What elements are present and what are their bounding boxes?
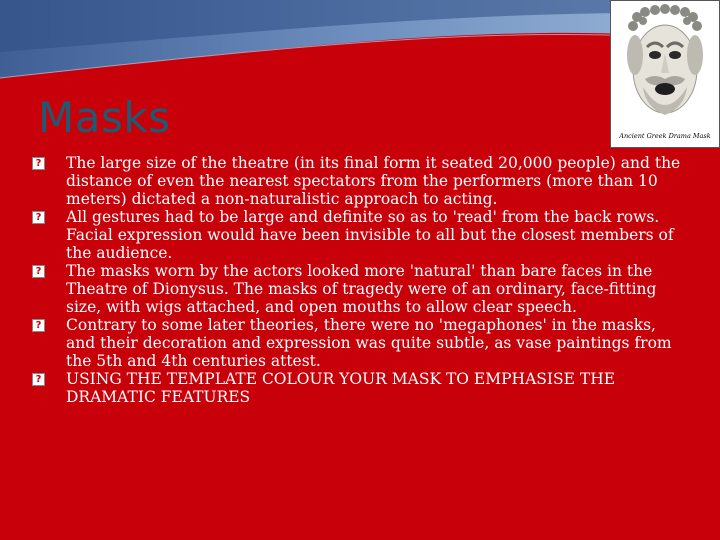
- bullet-marker-icon: ?: [32, 373, 45, 386]
- bullet-item: [32, 316, 682, 370]
- greek-drama-mask-icon: [615, 3, 715, 131]
- bullet-text: Contrary to some later theories, there were no 'megaphones' in the masks, and their decoration and expression was quite subtle, as vase paintings from the 5th and 4th centuries attest.: [66, 316, 672, 370]
- slide-title: Masks: [38, 93, 171, 142]
- bullet-marker-icon: ?: [32, 265, 45, 278]
- bullet-list: [32, 154, 682, 406]
- bullet-text: The large size of the theatre (in its final form it seated 20,000 people) and the distance of even the nearest spectators from the performers (more than 10 meters) dictated a non-naturalistic approach to acting.: [66, 154, 681, 208]
- bullet-marker-icon: ?: [32, 157, 45, 170]
- bullet-item: [32, 262, 682, 316]
- mask-image: [610, 0, 720, 148]
- bullet-text: USING THE TEMPLATE COLOUR YOUR MASK TO EMPHASISE THE DRAMATIC FEATURES: [66, 370, 616, 406]
- bullet-item: [32, 370, 682, 406]
- bullet-item: [32, 154, 682, 208]
- bullet-item: [32, 208, 682, 262]
- bullet-text: The masks worn by the actors looked more 'natural' than bare faces in the Theatre of Dionysus. The masks of tragedy were of an ordinary, face-fitting size, with wigs attached, and open mouths to allow clear speech.: [66, 262, 657, 316]
- bullet-marker-icon: ?: [32, 211, 45, 224]
- bullet-marker-icon: ?: [32, 319, 45, 332]
- mask-image-caption: Ancient Greek Drama Mask: [619, 132, 711, 140]
- bullet-text: All gestures had to be large and definite so as to 'read' from the back rows. Facial expression would have been invisible to all but the closest members of the audience.: [66, 208, 674, 262]
